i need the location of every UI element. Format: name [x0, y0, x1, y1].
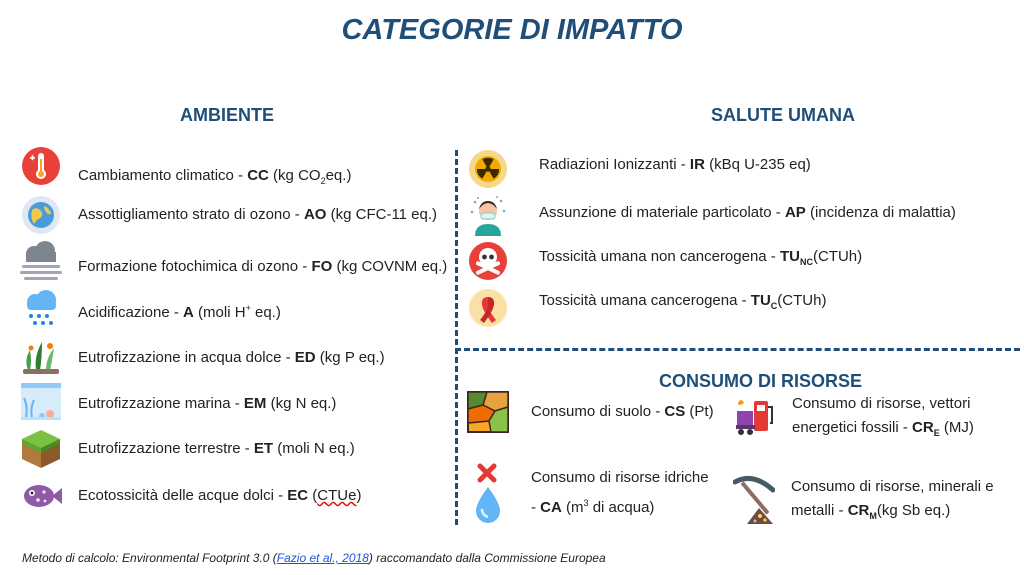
list-item-ao: [20, 194, 437, 236]
water-drop-icon: [467, 463, 509, 523]
list-item-label: Assunzione di materiale particolato - AP (incidenza di malattia): [539, 204, 956, 221]
seaweed-icon: [20, 334, 62, 376]
list-item-label: Consumo di risorse, minerali e metalli - $CR_M(kg$ Sb eq.): [791, 477, 994, 521]
list-item-label: Consumo di suolo - CS (Pt): [531, 403, 714, 420]
list-item-tuc: [467, 287, 826, 329]
list-item-cs: [467, 391, 714, 433]
list-item-fo: [20, 240, 447, 282]
list-item-label: Tossicità umana non cancerogena - $TU_{NC}(CTUh)$: [539, 247, 863, 267]
page-title: CATEGORIE DI IMPATTO: [341, 14, 683, 46]
list-item-label: Consumo di risorse idriche - CA ($m^3$ di acqua): [531, 469, 709, 516]
list-item-ap: [467, 194, 956, 236]
fish-icon: [20, 475, 62, 517]
ribbon-icon: [467, 287, 509, 329]
thermometer-icon: [20, 145, 62, 187]
list-item-label: Assottigliamento strato di ozono - AO (kg CFC-11 eq.): [78, 206, 438, 223]
list-item-crm: [733, 474, 994, 524]
pickaxe-icon: [733, 474, 775, 524]
list-item-label: Consumo di risorse, vettori energetici fossili - $CR_E$ (MJ): [792, 395, 974, 438]
list-item-label: Formazione fotochimica di ozono - FO (kg COVNM eq.): [78, 258, 448, 275]
list-item-label: Radiazioni Ionizzanti - IR (kBq U-235 eq): [539, 156, 811, 173]
horizontal-divider: [455, 348, 1020, 351]
list-item-label: Ecotossicità delle acque dolci - EC (CTUe): [78, 487, 362, 504]
list-item-label: Tossicità umana cancerogena - $TU_C(CTUh)$: [539, 291, 827, 311]
footer-note: Metodo di calcolo: Environmental Footprint 3.0 (Fazio et al., 2018) raccomandato dalla Commissione Europea: [22, 551, 606, 565]
section-risorse-heading: CONSUMO DI RISORSE: [659, 371, 863, 391]
earth-ozone-icon: [20, 194, 62, 236]
list-item-tunc: [467, 240, 862, 282]
rain-cloud-icon: [20, 288, 62, 330]
section-salute-heading: SALUTE UMANA: [711, 105, 855, 125]
aquarium-icon: [20, 380, 62, 422]
list-item-label: Acidificazione - A (moli H+ eq.): [78, 303, 281, 321]
list-item-label: Eutrofizzazione terrestre - ET (moli N eq.): [78, 440, 355, 457]
list-item-label: Cambiamento climatico - CC (kg $CO_2eq$.): [78, 167, 352, 186]
list-item-cre: [734, 392, 974, 440]
list-item-em: [20, 380, 336, 422]
fuel-pump-icon: [734, 395, 776, 437]
mask-person-icon: [467, 194, 509, 236]
list-item-ec: [20, 475, 361, 517]
skull-icon: [467, 240, 509, 282]
list-item-a: [20, 288, 281, 330]
section-ambiente-heading: AMBIENTE: [180, 105, 274, 125]
vertical-divider: [455, 150, 458, 525]
list-item-et: [20, 428, 355, 470]
grass-block-icon: [20, 428, 62, 470]
list-item-label: Eutrofizzazione in acqua dolce - ED (kg P eq.): [78, 349, 385, 366]
list-item-ir: [467, 148, 811, 190]
list-item-ca: [467, 463, 709, 523]
radiation-icon: [467, 148, 509, 190]
smog-cloud-icon: [20, 240, 62, 282]
land-map-icon: [467, 391, 509, 433]
list-item-label: Eutrofizzazione marina - EM (kg N eq.): [78, 395, 337, 412]
list-item-ed: [20, 334, 385, 376]
citation-link[interactable]: Fazio et al., 2018: [276, 551, 369, 565]
list-item-cc: [20, 144, 351, 188]
